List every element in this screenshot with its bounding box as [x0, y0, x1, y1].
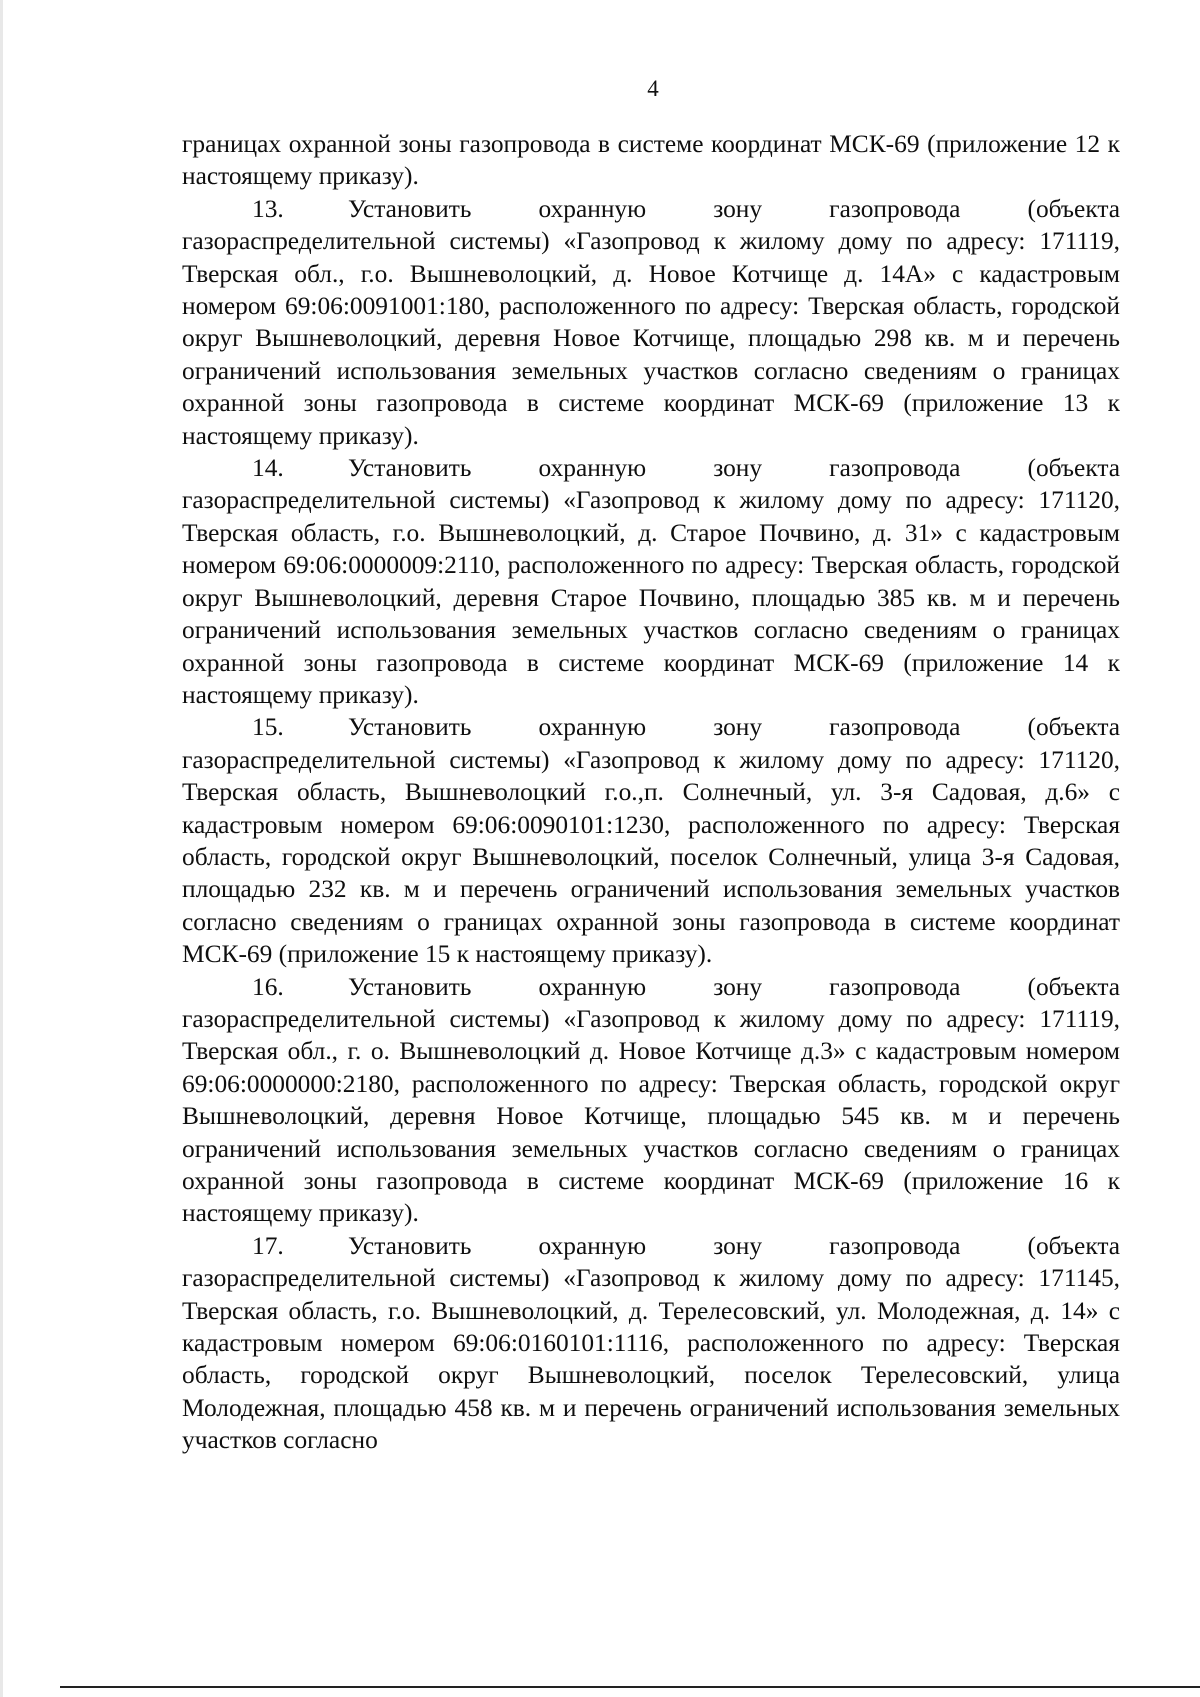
intro-paragraph: границах охранной зоны газопровода в системе координат МСК-69 (приложение 12 к настоящему приказу). [182, 130, 1120, 191]
item-13 [182, 193, 1120, 452]
page-number: 4 [647, 76, 659, 101]
item-text: Установить охранную зону газопровода (объекта газораспределительной системы) «Газопровод к жилому дому по адресу: 171145, Тверская область, г.о. Вышневолоцкий, д. Терелесовский, ул. Молодежная, д. 14» с кадастровым номером 69:06:0160101:1116, расположенного по адресу: Тверская область, городской округ Вышневолоцкий, поселок Терелесовский, улица Молодежная, площадью 458 кв. м и перечень ограничений использования земельных участков согласно [182, 1231, 1120, 1455]
item-text: Установить охранную зону газопровода (объекта газораспределительной системы) «Газопровод к жилому дому по адресу: 171120, Тверская область, г.о. Вышневолоцкий, д. Старое Почвино, д. 31» с кадастровым номером 69:06:0000009:2110, расположенного по адресу: Тверская область, городской округ Вышневолоцкий, деревня Старое Почвино, площадью 385 кв. м и перечень ограничений использования земельных участков согласно сведениям о границах охранной зоны газопровода в системе координат МСК-69 (приложение 14 к настоящему приказу). [182, 454, 1120, 709]
item-15 [182, 711, 1120, 970]
item-17 [182, 1230, 1120, 1457]
item-text: Установить охранную зону газопровода (объекта газораспределительной системы) «Газопровод к жилому дому по адресу: 171119, Тверская обл., г.о. Вышневолоцкий, д. Новое Котчище д. 14А» с кадастровым номером 69:06:0091001:180, расположенного по адресу: Тверская область, городской округ Вышневолоцкий, деревня Новое Котчище, площадью 298 кв. м и перечень ограничений использования земельных участков согласно сведениям о границах охранной зоны газопровода в системе координат МСК-69 (приложение 13 к настоящему приказу). [182, 194, 1120, 450]
item-text: Установить охранную зону газопровода (объекта газораспределительной системы) «Газопровод к жилому дому по адресу: 171119, Тверская обл., г. о. Вышневолоцкий д. Новое Котчище д.3» с кадастровым номером 69:06:0000000:2180, расположенного по адресу: Тверская область, городской округ Вышневолоцкий, деревня Новое Котчище, площадью 545 кв. м и перечень ограничений использования земельных участков согласно сведениям о границах охранной зоны газопровода в системе координат МСК-69 (приложение 16 к настоящему приказу). [182, 972, 1120, 1228]
item-number: 17. [252, 1231, 284, 1260]
item-number: 13. [252, 194, 284, 223]
document-body [182, 128, 1120, 1457]
item-14 [182, 452, 1120, 711]
item-number: 16. [252, 972, 284, 1001]
scan-edge [0, 0, 3, 1697]
item-number: 14. [252, 454, 284, 483]
page-bottom-edge [60, 1686, 1200, 1688]
item-number: 15. [252, 713, 284, 742]
item-text: Установить охранную зону газопровода (объекта газораспределительной системы) «Газопровод к жилому дому по адресу: 171120, Тверская область, Вышневолоцкий г.о.,п. Солнечный, ул. 3-я Садовая, д.6» с кадастровым номером 69:06:0090101:1230, расположенного по адресу: Тверская область, городской округ Вышневолоцкий, поселок Солнечный, улица 3-я Садовая, площадью 232 кв. м и перечень ограничений использования земельных участков согласно сведениям о границах охранной зоны газопровода в системе координат МСК-69 (приложение 15 к настоящему приказу). [182, 713, 1120, 969]
item-16 [182, 971, 1120, 1230]
